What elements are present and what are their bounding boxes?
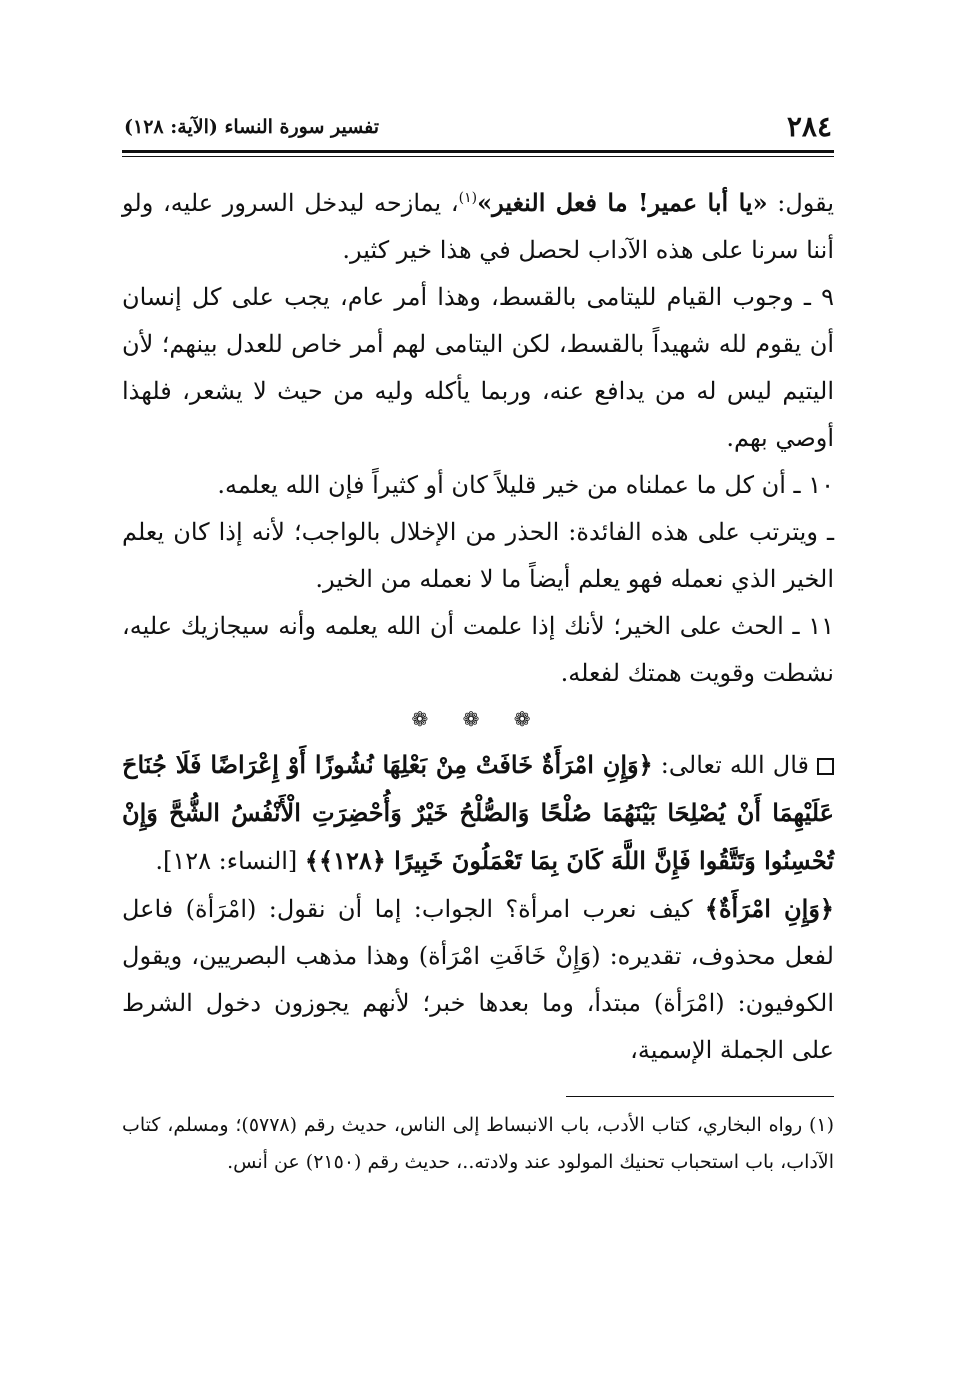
paragraph-1-prefix: يقول: (767, 189, 834, 217)
quran-verse: ﴿وَإِنِ امْرَأَةٌ خَافَتْ مِنْ بَعْلِهَا نُشُوزًا أَوْ إِعْرَاضًا فَلَا جُنَاحَ عَلَيْهِمَا أَنْ يُصْلِحَا بَيْنَهُمَا صُلْحًا وَالصُّلْحُ خَيْرٌ وَأُحْضِرَتِ الْأَنْفُسُ الشُّحَّ وَإِنْ تُحْسِنُوا وَتَتَّقُوا فَإِنَّ اللَّهَ كَانَ بِمَا تَعْمَلُونَ خَبِيرًا ﴿١٢٨﴾﴾ (122, 750, 834, 875)
paragraph-5: ١١ ـ الحث على الخير؛ لأنك إذا علمت أن الله يعلمه وأنه سيجازيك عليه، نشطت وقويت همتك لفعله. (122, 612, 834, 687)
footnote-1: (١) رواه البخاري، كتاب الأدب، باب الانبساط إلى الناس، حديث رقم (٥٧٧٨)؛ ومسلم، كتاب الآداب، باب استحباب تحنيك المولود عند ولادته..، حديث رقم (٢١٥٠) عن أنس. (122, 1114, 834, 1173)
section-divider-stars: ❁ ❁ ❁ (411, 707, 545, 731)
verse-reference: [النساء: ١٢٨]. (155, 847, 305, 875)
page-header (122, 108, 834, 146)
page-body (122, 179, 834, 1074)
header-rule-thin (122, 156, 834, 157)
paragraph-7 (122, 885, 834, 1074)
paragraph-1-suffix: ، يمازحه ليدخل السرور عليه، ولو أننا سرنا على هذه الآداب لحصل في هذا خير كثير. (122, 189, 834, 264)
paragraph-1 (122, 179, 834, 274)
paragraph-3: ١٠ ـ أن كل ما عملناه من خير قليلاً كان أو كثيراً فإن الله يعلمه. (217, 471, 834, 499)
quran-excerpt: ﴿وَإِنِ امْرَأَةٌ﴾ (704, 894, 834, 923)
footnotes (122, 1107, 834, 1181)
running-title: تفسير سورة النساء (الآية: ١٢٨) (124, 116, 380, 138)
paragraph-6 (122, 741, 834, 885)
paragraph-2: ٩ ـ وجوب القيام لليتامى بالقسط، وهذا أمر عام، يجب على كل إنسان أن يقوم لله شهيداً بالقسط، لكن اليتامى لهم أمر خاص للعدل بينهم؛ لأن اليتيم ليس له من يدافع عنه، وربما يأكله وليه من حيث لا يشعر، فلهذا أوصي بهم. (122, 283, 834, 452)
header-rule-thick (122, 150, 834, 153)
paragraph-6-prefix: قال الله تعالى: (652, 751, 809, 779)
hadith-quote: «يا أبا عمير! ما فعل النغير» (477, 188, 768, 217)
page-number: ٢٨٤ (786, 110, 832, 143)
square-bullet-icon (817, 758, 834, 775)
book-page (122, 108, 834, 1328)
footnote-marker: (١) (458, 190, 478, 206)
footnote-separator (566, 1096, 834, 1097)
paragraph-7-rest: كيف نعرب امرأة؟ الجواب: إما أن نقول: (امْرَأة) فاعل لفعل محذوف، تقديره: (وَإِنْ خَافَتِ امْرَأة) وهذا مذهب البصريين، ويقول الكوفيون: (امْرَأة) مبتدأ، وما بعدها خبر؛ لأنهم يجوزون دخول الشرط على الجملة الإسمية، (122, 895, 834, 1064)
paragraph-4: ـ ويترتب على هذه الفائدة: الحذر من الإخلال بالواجب؛ لأنه إذا كان يعلم الخير الذي نعمله فهو يعلم أيضاً ما لا نعمله من الخير. (122, 518, 834, 593)
